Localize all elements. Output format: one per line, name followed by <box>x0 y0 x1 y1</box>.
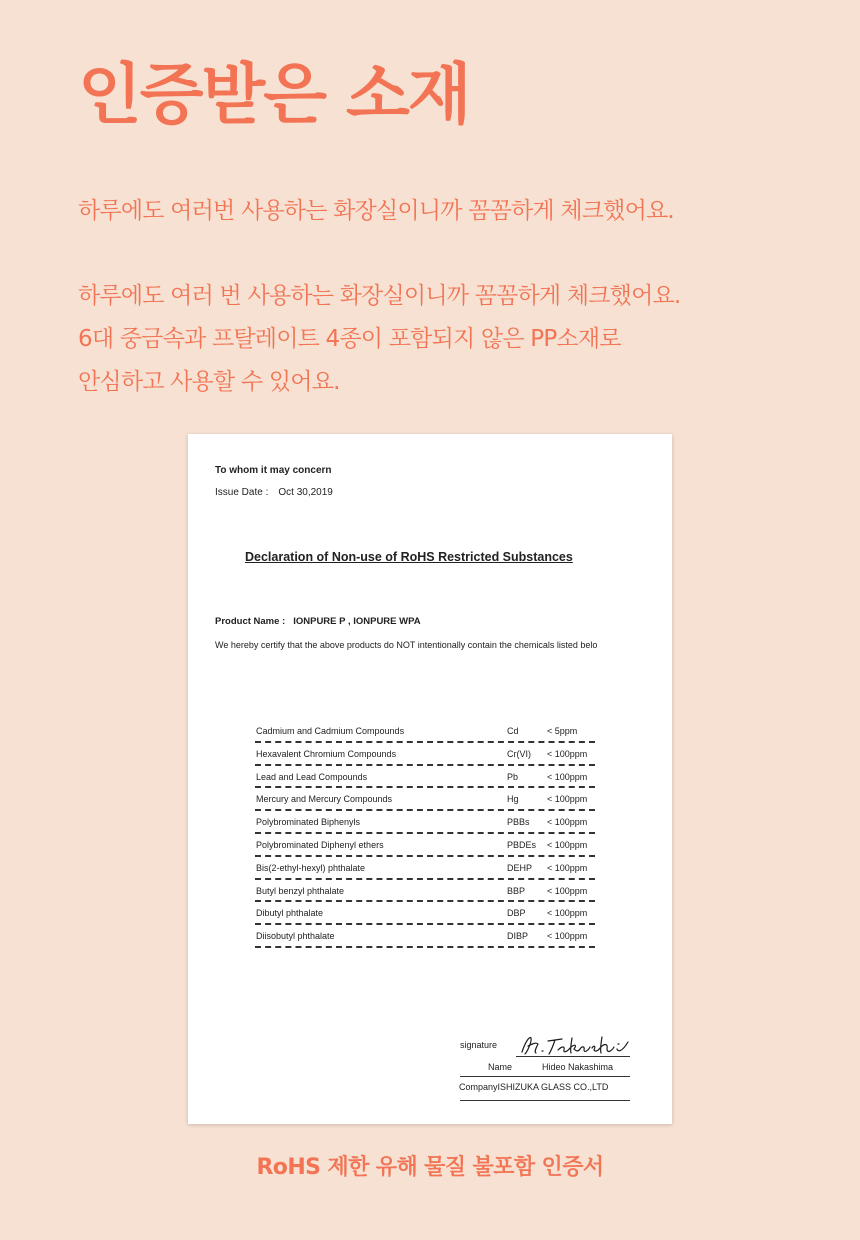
signature-line <box>516 1056 630 1057</box>
substance-limit: < 100ppm <box>547 771 588 782</box>
description-line: 하루에도 여러 번 사용하는 화장실이니까 꼼꼼하게 체크했어요. <box>78 283 681 309</box>
table-row <box>255 766 595 789</box>
description-line: 6대 중금속과 프탈레이트 4종이 포함되지 않은 PP소재로 <box>78 326 621 352</box>
table-row <box>255 811 595 834</box>
substance-symbol: Cd <box>507 726 519 736</box>
page-subtitle: 하루에도 여러번 사용하는 화장실이니까 꼼꼼하게 체크했어요. <box>78 198 674 224</box>
substance-symbol: DIBP <box>507 931 529 942</box>
certify-statement: We hereby certify that the above products do NOT intentionally contain the chemicals listed belo <box>215 640 598 650</box>
table-row <box>255 857 595 880</box>
name-line <box>460 1076 630 1077</box>
table-row <box>255 902 595 925</box>
substance-symbol: Cr(VI) <box>507 748 531 759</box>
substance-limit: < 100ppm <box>547 817 588 828</box>
substance-symbol: PBBs <box>507 817 530 828</box>
table-row <box>255 834 595 857</box>
substance-limit: < 100ppm <box>547 862 588 873</box>
substance-name: Lead and Lead Compounds <box>256 771 368 782</box>
certificate-greeting: To whom it may concern <box>215 465 332 476</box>
substance-name: Polybrominated Diphenyl ethers <box>256 839 384 850</box>
substance-name: Bis(2-ethyl-hexyl) phthalate <box>256 862 366 873</box>
page-description <box>78 275 680 404</box>
description-line: 안심하고 사용할 수 있어요. <box>78 369 340 395</box>
certificate-document <box>188 434 672 1124</box>
substance-name: Hexavalent Chromium Compounds <box>256 748 397 759</box>
certificate-caption: RoHS 제한 유해 물질 불포함 인증서 <box>256 1155 604 1180</box>
product-name-row <box>215 616 421 627</box>
company-row <box>459 1082 608 1092</box>
page-title: 인증받은 소재 <box>78 56 470 133</box>
substance-symbol: DEHP <box>507 862 533 873</box>
substance-name: Polybrominated Biphenyls <box>256 817 361 828</box>
issue-date-label: Issue Date : <box>215 487 269 498</box>
issue-date-row <box>215 487 333 498</box>
substance-name: Cadmium and Cadmium Compounds <box>256 726 405 736</box>
substance-name: Butyl benzyl phthalate <box>256 885 345 896</box>
substance-limit: < 100ppm <box>547 908 588 919</box>
table-row <box>255 925 595 948</box>
name-label: Name <box>488 1062 513 1072</box>
substance-limit: < 100ppm <box>547 794 588 805</box>
handwritten-signature-icon <box>518 1032 630 1058</box>
substance-symbol: DBP <box>507 908 526 919</box>
substance-symbol: Hg <box>507 794 519 805</box>
certificate-heading: Declaration of Non-use of RoHS Restricted Substances <box>245 550 573 564</box>
substance-table <box>255 720 595 948</box>
substance-name: Dibutyl phthalate <box>256 908 324 919</box>
substance-limit: < 100ppm <box>547 931 588 942</box>
substance-limit: < 100ppm <box>547 885 588 896</box>
substance-name: Diisobutyl phthalate <box>256 931 335 942</box>
table-row <box>255 788 595 811</box>
substance-symbol: PBDEs <box>507 839 537 850</box>
substance-symbol: BBP <box>507 885 526 896</box>
substance-limit: < 100ppm <box>547 748 588 759</box>
company-line <box>460 1100 630 1101</box>
signature-label: signature <box>460 1040 498 1050</box>
table-row <box>255 720 595 743</box>
substance-name: Mercury and Mercury Compounds <box>256 794 393 805</box>
table-row <box>255 880 595 903</box>
substance-symbol: Pb <box>507 771 519 782</box>
issue-date-value: Oct 30,2019 <box>278 487 333 498</box>
name-value: Hideo Nakashima <box>542 1062 614 1072</box>
substance-limit: < 5ppm <box>547 726 578 736</box>
substance-limit: < 100ppm <box>547 839 588 850</box>
product-name-label: Product Name : <box>215 616 286 627</box>
company-label: Company <box>459 1082 498 1092</box>
table-row <box>255 743 595 766</box>
company-value: ISHIZUKA GLASS CO.,LTD <box>497 1082 609 1092</box>
product-name-value: IONPURE P , IONPURE WPA <box>293 616 421 627</box>
